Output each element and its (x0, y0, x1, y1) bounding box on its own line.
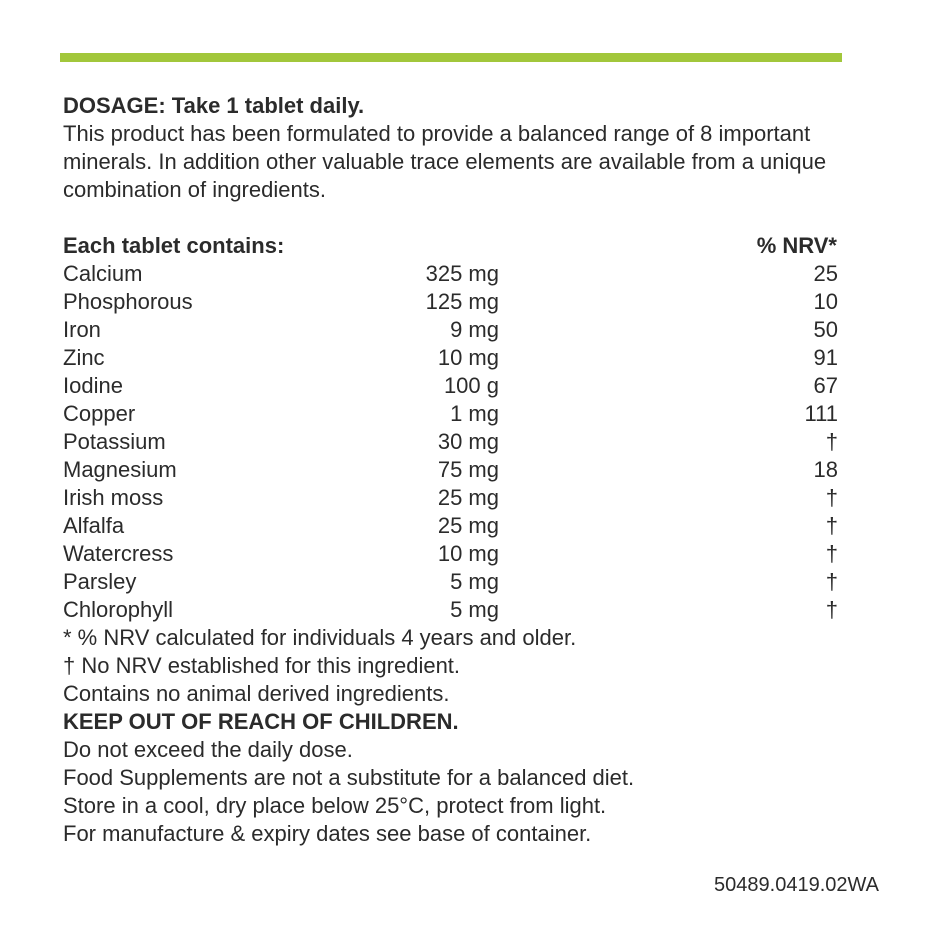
product-code: 50489.0419.02WA (714, 874, 879, 896)
ingredient-name: Potassium (63, 429, 166, 454)
spacer (63, 204, 893, 232)
ingredient-name: Phosphorous (63, 289, 193, 314)
ingredient-nrv: 18 (813, 457, 838, 482)
ingredient-nrv: 67 (813, 373, 838, 398)
dates-note: For manufacture & expiry dates see base of container. (63, 821, 592, 846)
ingredient-amount: 10 mg (437, 345, 499, 370)
ingredient-amount: 25 mg (437, 485, 499, 510)
ingredient-amount: 100 g (443, 373, 499, 398)
ingredient-name: Copper (63, 401, 136, 426)
ingredient-amount: 25 mg (437, 513, 499, 538)
ingredient-amount: 10 mg (437, 541, 499, 566)
ingredient-amount: 5 mg (450, 569, 499, 594)
table-row (63, 568, 893, 596)
ingredient-nrv: 25 (813, 261, 838, 286)
ingredient-name: Zinc (63, 345, 105, 370)
ingredients-table (63, 232, 893, 624)
ingredient-name: Irish moss (63, 485, 164, 510)
animal-note: Contains no animal derived ingredients. (63, 681, 450, 706)
ingredient-name: Watercress (63, 541, 174, 566)
dagger-footnote: † No NRV established for this ingredient. (63, 653, 461, 678)
diet-note: Food Supplements are not a substitute for a balanced diet. (63, 765, 635, 790)
label-notes (63, 624, 893, 848)
table-row (63, 428, 893, 456)
ingredient-name: Chlorophyll (63, 597, 174, 622)
ingredient-amount: 30 mg (437, 429, 499, 454)
ingredient-amount: 5 mg (450, 597, 499, 622)
children-warning: KEEP OUT OF REACH OF CHILDREN. (63, 709, 459, 734)
table-row (63, 316, 893, 344)
intro-line-1: This product has been formulated to provide a balanced range of 8 important (63, 121, 811, 146)
header-nrv: % NRV* (756, 233, 837, 258)
ingredient-nrv: 10 (813, 289, 838, 314)
ingredient-amount: 75 mg (437, 457, 499, 482)
table-header (63, 232, 893, 260)
ingredient-nrv: † (825, 513, 838, 538)
ingredient-nrv: 50 (813, 317, 838, 342)
storage-note: Store in a cool, dry place below 25°C, protect from light. (63, 793, 607, 818)
ingredient-name: Iodine (63, 373, 123, 398)
ingredient-amount: 9 mg (450, 317, 499, 342)
supplement-label (63, 92, 893, 848)
ingredient-name: Alfalfa (63, 513, 125, 538)
intro-line-3: combination of ingredients. (63, 177, 326, 202)
table-row (63, 288, 893, 316)
ingredient-name: Parsley (63, 569, 137, 594)
ingredient-amount: 325 mg (425, 261, 499, 286)
ingredient-nrv: † (825, 485, 838, 510)
ingredient-nrv: † (825, 541, 838, 566)
dose-note: Do not exceed the daily dose. (63, 737, 353, 762)
table-rows (63, 260, 893, 624)
ingredient-amount: 125 mg (425, 289, 499, 314)
ingredient-name: Calcium (63, 261, 143, 286)
ingredient-name: Magnesium (63, 457, 177, 482)
dosage-heading: DOSAGE: Take 1 tablet daily. (63, 93, 365, 118)
table-row (63, 260, 893, 288)
table-row (63, 372, 893, 400)
ingredient-nrv: 111 (804, 401, 838, 426)
table-row (63, 596, 893, 624)
table-row (63, 540, 893, 568)
table-row (63, 400, 893, 428)
header-ingredients: Each tablet contains: (63, 233, 285, 258)
intro-line-2: minerals. In addition other valuable trace elements are available from a unique (63, 149, 827, 174)
ingredient-amount: 1 mg (450, 401, 499, 426)
ingredient-nrv: 91 (813, 345, 838, 370)
accent-bar (60, 53, 842, 62)
ingredient-nrv: † (825, 429, 838, 454)
ingredient-name: Iron (63, 317, 101, 342)
nrv-footnote: * % NRV calculated for individuals 4 years and older. (63, 625, 577, 650)
table-row (63, 512, 893, 540)
table-row (63, 344, 893, 372)
table-row (63, 456, 893, 484)
ingredient-nrv: † (825, 597, 838, 622)
ingredient-nrv: † (825, 569, 838, 594)
table-row (63, 484, 893, 512)
